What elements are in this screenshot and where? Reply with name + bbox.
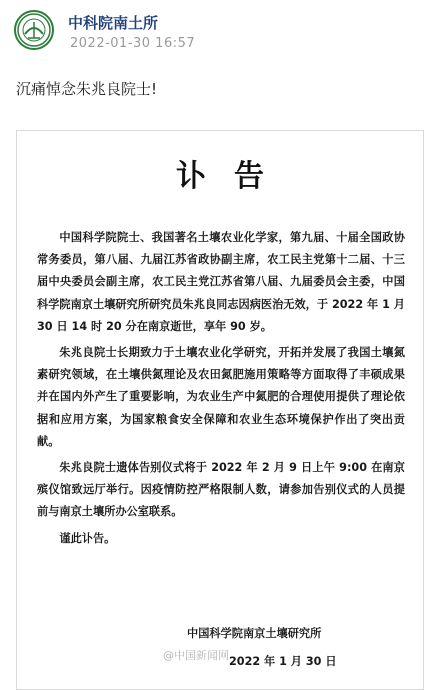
obituary-notice-image[interactable]: [16, 130, 424, 690]
notice-paragraph: 朱兆良院士长期致力于土壤农业化学研究，开拓并发展了我国土壤氮素研究领域，在土壤供氮理论及农田氮肥施用策略等方面取得了丰硕成果并在国内外产生了重要影响，为农业生产中氮肥的合理使用提供了理论依据和应用方案，为国家粮食安全保障和农业生态环境保护作出了突出贡献。: [37, 346, 405, 448]
author-name[interactable]: 中科院南土所: [68, 14, 159, 32]
notice-paragraph: 谨此讣告。: [59, 531, 116, 545]
signature-date: 2022 年 1 月 30 日: [229, 655, 337, 668]
notice-body: [37, 227, 405, 554]
notice-title: 讣告: [176, 159, 292, 194]
institute-logo-icon[interactable]: [14, 10, 54, 50]
post-text: 沉痛悼念朱兆良院士!: [16, 80, 158, 98]
notice-paragraph: 朱兆良院士遗体告别仪式将于 2022 年 2 月 9 日上午 9:00 在南京殡仪馆致远厅举行。因疫情防控严格限制人数，请参加告别仪式的人员提前与南京土壤所办公室联系。: [37, 461, 405, 519]
post-header: [0, 0, 440, 62]
post-timestamp: 2022-01-30 16:57: [70, 36, 196, 51]
watermark: @中国新闻网: [163, 649, 229, 662]
notice-paragraph: 中国科学院院士、我国著名土壤农业化学家，第九届、十届全国政协常务委员，第八届、九届江苏省政协副主席，农工民主党第十二届、十三届中央委员会副主席，农工民主党江苏省第八届、九届委员会主委，中国科学院南京土壤研究所研究员朱兆良同志因病医治无效，于 2022 年 1 月 30 日 14 时 20 分在南京逝世，享年 90 岁。: [37, 231, 405, 333]
signature-organization: 中国科学院南京土壤研究所: [187, 627, 322, 640]
